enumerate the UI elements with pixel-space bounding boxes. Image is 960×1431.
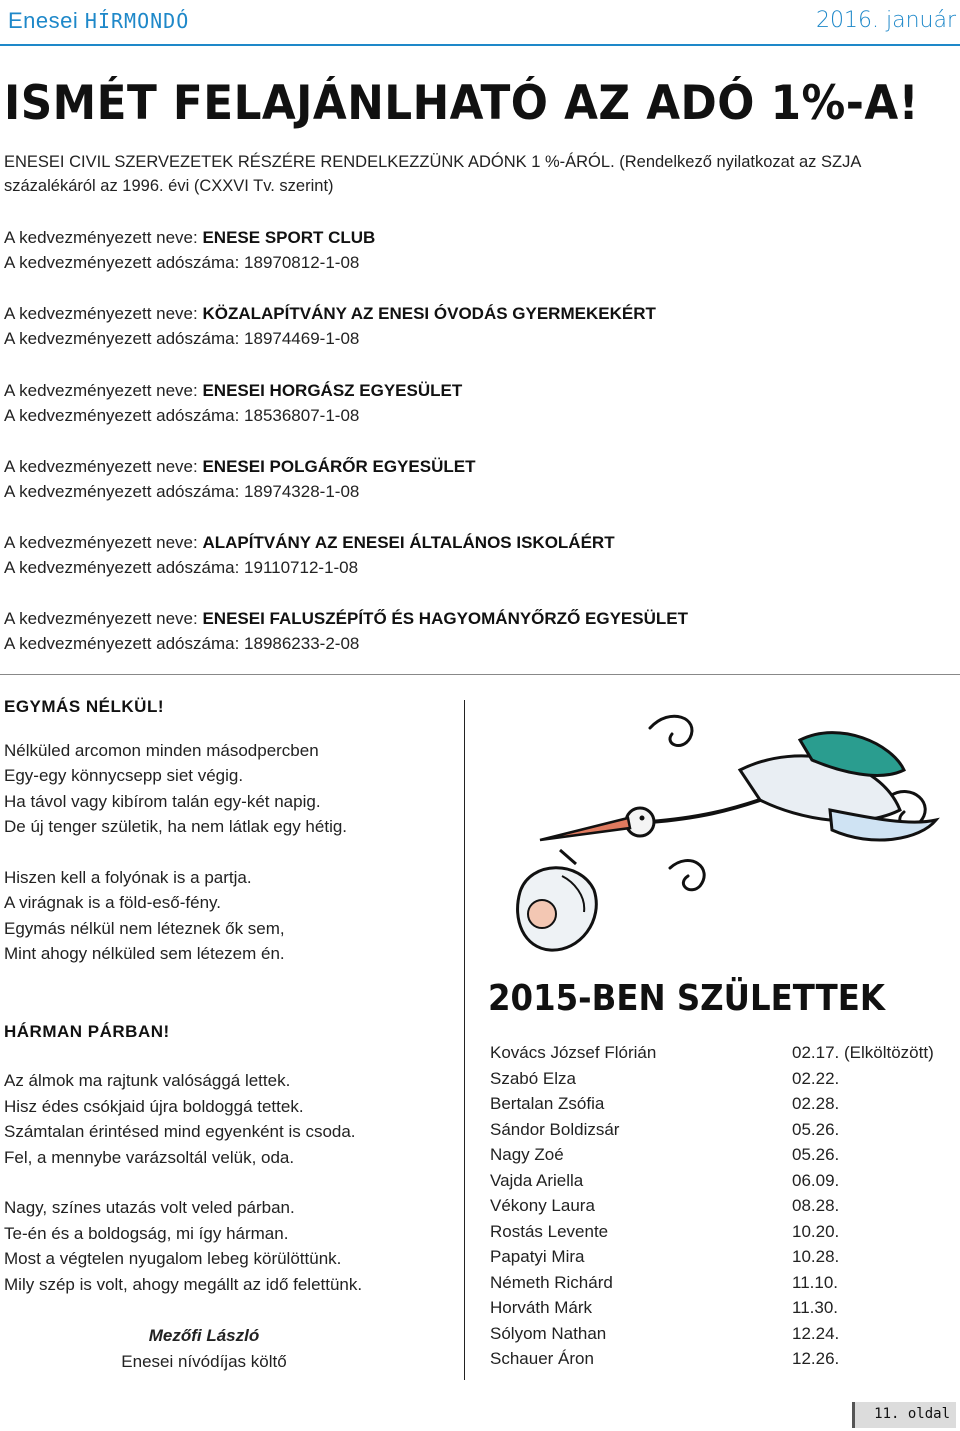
publication-name-second: HÍRMONDÓ	[84, 9, 190, 33]
birth-name: Szabó Elza	[490, 1068, 576, 1088]
page-number: 11. oldal	[874, 1406, 950, 1422]
birth-name: Vajda Ariella	[490, 1170, 584, 1190]
beneficiary-block	[4, 606, 954, 656]
section-divider	[0, 674, 960, 675]
poem-line: Te-én és a boldogság, mi így hárman.	[4, 1223, 289, 1243]
birth-date: 10.28.	[792, 1247, 840, 1266]
birth-row	[490, 1117, 955, 1143]
publication-name	[8, 8, 189, 34]
birth-date: 02.28.	[792, 1094, 840, 1113]
birth-name: Vékony Laura	[490, 1196, 595, 1215]
beneficiary-tax-label: A kedvezményezett adószáma:	[4, 406, 240, 425]
beneficiary-block	[4, 454, 954, 504]
beneficiary-name-label: A kedvezményezett neve:	[4, 381, 198, 400]
beneficiary-name: ENESE SPORT CLUB	[202, 228, 376, 247]
poem-line: Számtalan érintésed mind egyenként is csoda.	[4, 1122, 356, 1141]
birth-row	[490, 1244, 955, 1270]
birth-name: Sándor Boldizsár	[490, 1119, 620, 1139]
beneficiary-name-label: A kedvezményezett neve:	[4, 457, 198, 476]
birth-row	[490, 1066, 955, 1092]
poem-stanza	[4, 1195, 454, 1297]
author-title: Enesei nívódíjas költő	[121, 1351, 287, 1371]
birth-date: 12.24.	[792, 1323, 840, 1343]
beneficiary-name-label: A kedvezményezett neve:	[4, 304, 198, 323]
birth-row	[490, 1142, 955, 1168]
birth-date: 12.26.	[792, 1349, 840, 1368]
birth-row	[490, 1295, 955, 1321]
birth-date: 11.10.	[792, 1272, 839, 1292]
birth-name: Bertalan Zsófia	[490, 1094, 605, 1113]
birth-row	[490, 1168, 955, 1194]
beneficiary-name: ALAPÍTVÁNY AZ ENESEI ÁLTALÁNOS ISKOLÁÉRT	[202, 533, 615, 552]
header-rule	[0, 44, 960, 46]
stork-illustration	[500, 700, 940, 960]
beneficiary-name-label: A kedvezményezett neve:	[4, 228, 198, 247]
birth-name: Rostás Levente	[490, 1221, 609, 1241]
poem-line: Egy-egy könnycsepp siet végig.	[4, 766, 244, 785]
poem-line: Mily szép is volt, ahogy megállt az idő felettünk.	[4, 1274, 363, 1294]
birth-row	[490, 1040, 955, 1066]
beneficiary-tax-label: A kedvezményezett adószáma:	[4, 482, 240, 501]
birth-date: 02.22.	[792, 1068, 840, 1088]
poem-line: Hiszen kell a folyónak is a partja.	[4, 867, 252, 887]
beneficiary-block	[4, 225, 954, 275]
beneficiary-block	[4, 378, 954, 428]
birth-date: 06.09.	[792, 1170, 840, 1190]
page-header	[0, 0, 960, 46]
births-title: 2015-BEN SZÜLETTEK	[488, 978, 885, 1019]
beneficiary-name: ENESEI POLGÁRŐR EGYESÜLET	[202, 457, 476, 476]
beneficiary-tax-label: A kedvezményezett adószáma:	[4, 329, 240, 348]
birth-date: 05.26.	[792, 1145, 840, 1164]
publication-name-first: Enesei	[8, 8, 79, 33]
birth-name: Schauer Áron	[490, 1349, 594, 1368]
poem-stanza	[4, 738, 454, 840]
poem-line: Ha távol vagy kibírom talán egy-két napig.	[4, 791, 321, 811]
birth-row	[490, 1346, 955, 1372]
birth-name: Kovács József Flórián	[490, 1043, 657, 1062]
beneficiary-tax-label: A kedvezményezett adószáma:	[4, 253, 240, 272]
baby-bundle-icon	[518, 850, 597, 950]
births-list	[490, 1040, 955, 1372]
beneficiary-tax-number: 18974469-1-08	[244, 329, 360, 348]
birth-row	[490, 1219, 955, 1245]
poem-title: HÁRMAN PÁRBAN!	[4, 1021, 170, 1041]
poem-author	[4, 1323, 404, 1374]
beneficiary-name: ENESEI HORGÁSZ EGYESÜLET	[202, 381, 463, 400]
birth-name: Nagy Zoé	[490, 1145, 564, 1164]
beneficiary-name-label: A kedvezményezett neve:	[4, 533, 198, 552]
intro-paragraph: ENESEI CIVIL SZERVEZETEK RÉSZÉRE RENDELKEZZÜNK ADÓNK 1 %-ÁRÓL. (Rendelkező nyilatkozat az SZJA százalékáról az 1996. évi (CXXVI Tv. szerint)	[4, 153, 861, 195]
poem-line: Mint ahogy nélküled sem létezem én.	[4, 944, 285, 963]
birth-name: Papatyi Mira	[490, 1247, 585, 1266]
poem-line: Egymás nélkül nem léteznek ők sem,	[4, 918, 285, 938]
birth-name: Németh Richárd	[490, 1272, 613, 1292]
birth-date: 02.17. (Elköltözött)	[792, 1043, 934, 1062]
poems-column	[4, 690, 454, 1374]
beneficiary-tax-number: 18536807-1-08	[244, 406, 360, 425]
poem-line: Nélküled arcomon minden másodpercben	[4, 740, 319, 760]
birth-date: 10.20.	[792, 1221, 840, 1241]
birth-row	[490, 1270, 955, 1296]
beneficiary-tax-number: 18974328-1-08	[244, 482, 360, 501]
beneficiary-tax-label: A kedvezményezett adószáma:	[4, 558, 240, 577]
beneficiary-tax-number: 19110712-1-08	[244, 558, 359, 577]
birth-row	[490, 1091, 955, 1117]
poem-stanza	[4, 865, 454, 967]
birth-name: Horváth Márk	[490, 1298, 593, 1317]
beneficiary-name: KÖZALAPÍTVÁNY AZ ENESI ÓVODÁS GYERMEKEKÉRT	[202, 304, 656, 323]
article-title: ISMÉT FELAJÁNLHATÓ AZ ADÓ 1%-A!	[4, 76, 920, 131]
birth-row	[490, 1321, 955, 1347]
birth-date: 05.26.	[792, 1119, 840, 1139]
beneficiary-tax-number: 18986233-2-08	[244, 634, 360, 653]
issue-date: 2016. január	[816, 8, 956, 33]
poem-line: Nagy, színes utazás volt veled párban.	[4, 1198, 295, 1217]
column-divider	[464, 700, 465, 1380]
beneficiary-tax-label: A kedvezményezett adószáma:	[4, 634, 240, 653]
author-name: Mezőfi László	[148, 1326, 260, 1345]
poem-line: De új tenger születik, ha nem látlak egy hétig.	[4, 817, 348, 836]
beneficiary-block	[4, 530, 954, 580]
poem-title: EGYMÁS NÉLKÜL!	[4, 697, 164, 716]
beneficiary-name: ENESEI FALUSZÉPÍTŐ ÉS HAGYOMÁNYŐRZŐ EGYESÜLET	[202, 609, 688, 628]
beneficiary-tax-number: 18970812-1-08	[244, 253, 360, 272]
page-number-box	[852, 1402, 956, 1428]
poem-line: Az álmok ma rajtunk valósággá lettek.	[4, 1071, 291, 1090]
poem-line: A virágnak is a föld-eső-fény.	[4, 893, 222, 912]
stork-icon	[540, 733, 936, 840]
beneficiary-name-label: A kedvezményezett neve:	[4, 609, 198, 628]
poem-line: Hisz édes csókjaid újra boldoggá tettek.	[4, 1096, 304, 1116]
birth-date: 08.28.	[792, 1196, 840, 1215]
birth-date: 11.30.	[792, 1298, 839, 1317]
birth-name: Sólyom Nathan	[490, 1323, 607, 1343]
birth-row	[490, 1193, 955, 1219]
poem-line: Most a végtelen nyugalom lebeg körülöttünk.	[4, 1249, 342, 1268]
beneficiary-block	[4, 301, 954, 351]
poem-stanza	[4, 1068, 454, 1170]
poem-line: Fel, a mennybe varázsoltál velük, oda.	[4, 1147, 295, 1167]
